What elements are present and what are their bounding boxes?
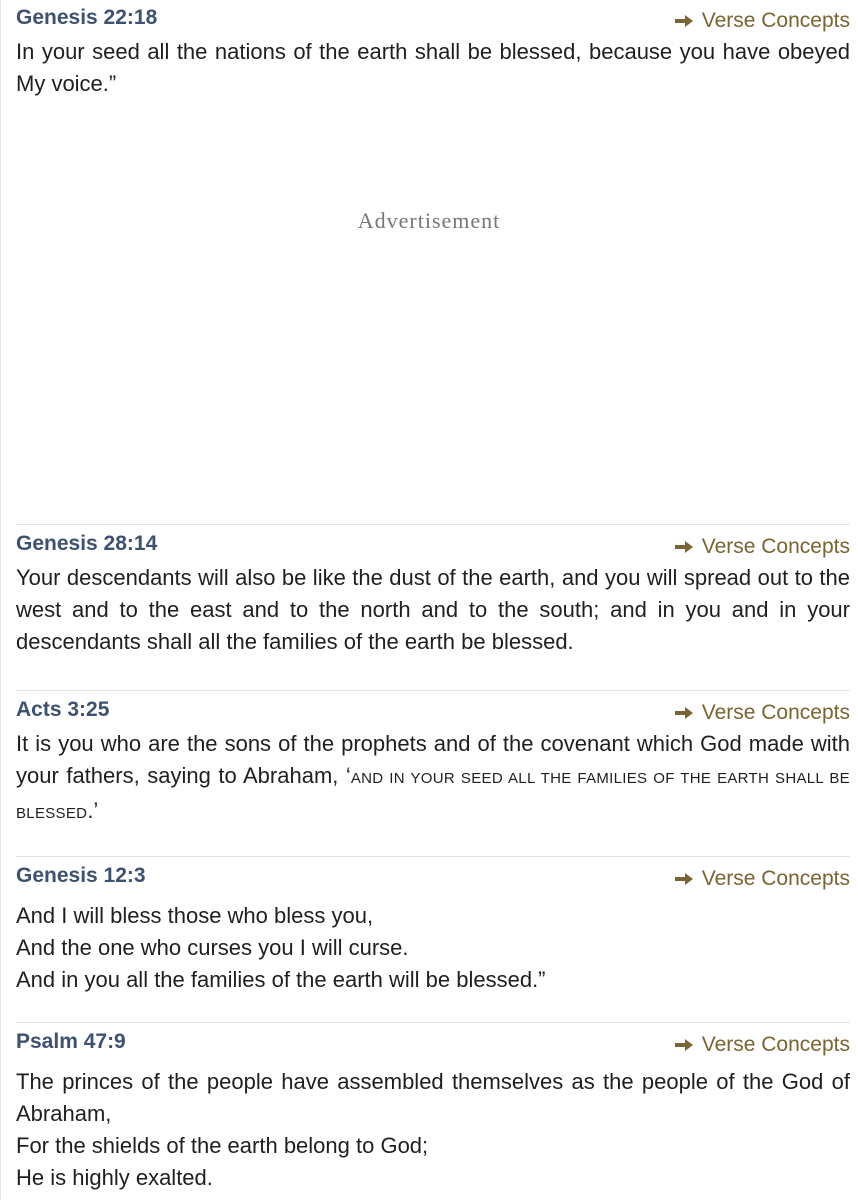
verse-concepts-label: Verse Concepts bbox=[701, 867, 850, 890]
verse-line: And in you all the families of the earth will be blessed.” bbox=[16, 967, 546, 992]
verse-reference-link[interactable]: Genesis 22:18 bbox=[16, 6, 158, 29]
verse-concepts-link[interactable] bbox=[674, 9, 850, 33]
verse-text: Your descendants will also be like the dust of the earth, and you will spread out to the west and to the east and to the north and to the south; and in you and in your descendants shall all the families of the earth be blessed. bbox=[16, 565, 850, 654]
verse-concepts-link[interactable] bbox=[674, 867, 850, 891]
divider bbox=[16, 524, 850, 525]
verse-line: The princes of the people have assembled themselves as the people of the God of Abraham, bbox=[16, 1069, 850, 1126]
verse-reference-link[interactable]: Psalm 47:9 bbox=[16, 1030, 126, 1053]
verse-concepts-label: Verse Concepts bbox=[701, 1033, 850, 1056]
divider bbox=[16, 856, 850, 857]
right-arrow-icon bbox=[674, 1038, 694, 1052]
right-arrow-icon bbox=[674, 872, 694, 886]
left-border bbox=[0, 0, 1, 1200]
verse-reference-link[interactable]: Genesis 28:14 bbox=[16, 532, 158, 555]
right-arrow-icon bbox=[674, 14, 694, 28]
verse-header bbox=[16, 2, 850, 38]
verse-text bbox=[16, 728, 850, 830]
verse-item bbox=[16, 2, 850, 100]
verse-concepts-label: Verse Concepts bbox=[701, 535, 850, 558]
advertisement-label: Advertisement bbox=[357, 208, 501, 233]
verse-line: He is highly exalted. bbox=[16, 1165, 213, 1190]
verse-reference-link[interactable]: Genesis 12:3 bbox=[16, 864, 146, 887]
verse-concepts-label: Verse Concepts bbox=[701, 9, 850, 32]
verse-text-part: .’ bbox=[87, 798, 99, 823]
verse-header bbox=[16, 694, 850, 730]
verse-item bbox=[16, 860, 850, 996]
right-arrow-icon bbox=[674, 706, 694, 720]
verse-header bbox=[16, 528, 850, 564]
verse-text-quote-smallcaps: AND IN YOUR SEED ALL THE FAMILIES OF THE EARTH SHALL BE BLESSED bbox=[16, 770, 850, 822]
verse-text bbox=[16, 1066, 850, 1194]
verse-line: For the shields of the earth belong to God; bbox=[16, 1133, 429, 1158]
divider bbox=[16, 1022, 850, 1023]
verse-item bbox=[16, 528, 850, 658]
verse-concepts-label: Verse Concepts bbox=[701, 701, 850, 724]
verse-line: And the one who curses you I will curse. bbox=[16, 935, 409, 960]
verse-line: And I will bless those who bless you, bbox=[16, 903, 374, 928]
verse-text bbox=[16, 900, 850, 996]
verse-text-part: It is you who are the sons of the prophets and of the covenant which God made with your fathers, saying to Abraham, ‘ bbox=[16, 731, 850, 788]
verse-text: In your seed all the nations of the earth shall be blessed, because you have obeyed My voice.” bbox=[16, 39, 850, 96]
right-arrow-icon bbox=[674, 540, 694, 554]
verse-concepts-link[interactable] bbox=[674, 1033, 850, 1057]
verse-concepts-link[interactable] bbox=[674, 535, 850, 559]
verse-item bbox=[16, 1026, 850, 1194]
divider bbox=[16, 690, 850, 691]
verse-item bbox=[16, 694, 850, 830]
verse-header bbox=[16, 860, 850, 896]
verse-header bbox=[16, 1026, 850, 1062]
verse-concepts-link[interactable] bbox=[674, 701, 850, 725]
verse-reference-link[interactable]: Acts 3:25 bbox=[16, 698, 110, 721]
